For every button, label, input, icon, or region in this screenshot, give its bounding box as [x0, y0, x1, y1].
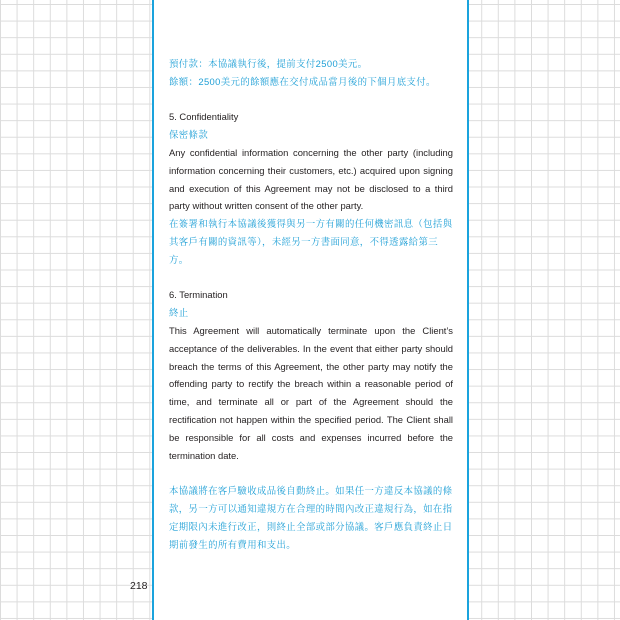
confidentiality-body: Any confidential information concerning the other party (including information concerning their customers, etc.) acquired upon signing and execution of this Agreement may not be disclosed to a third party without written consent of the other party.: [169, 146, 453, 212]
contract-text: [169, 55, 453, 553]
prepayment-line: 預付款：本協議執行後，提前支付2500美元。: [169, 58, 368, 69]
confidentiality-heading: 5. Confidentiality: [169, 111, 239, 123]
page-number: 218: [130, 580, 148, 592]
spacer: [169, 464, 453, 482]
termination-body: This Agreement will automatically terminate upon the Client’s acceptance of the deliverables. In the event that either party should breach the terms of this Agreement, the other party may notify the offending party to rectify the breach within a reasonable period of time, and terminate all or part of the Agreement should the rectification not happen within the specified period. The Client shall be responsible for all costs and expenses incurred before the termination date.: [169, 324, 453, 461]
spacer: [169, 269, 453, 287]
confidentiality-heading-zh: 保密條款: [169, 129, 209, 141]
confidentiality-body-zh: 在簽署和執行本協議後獲得與另一方有關的任何機密訊息（包括與其客戶有關的資訊等），未經另一方書面同意，不得透露給第三方。: [169, 218, 453, 265]
termination-heading: 6. Termination: [169, 289, 228, 301]
termination-body-zh: 本協議將在客戶驗收成品後自動終止。如果任一方違反本協議的條款，另一方可以通知違規方在合理的時間內改正違規行為，如在指定期限內未進行改正，則終止全部或部分協議。客戶應負責終止日期前發生的所有費用和支出。: [169, 485, 453, 550]
spacer: [169, 91, 453, 109]
balance-line: 餘額：2500美元的餘額應在交付成品當月後的下個月底支付。: [169, 75, 436, 87]
termination-heading-zh: 終止: [169, 307, 189, 319]
